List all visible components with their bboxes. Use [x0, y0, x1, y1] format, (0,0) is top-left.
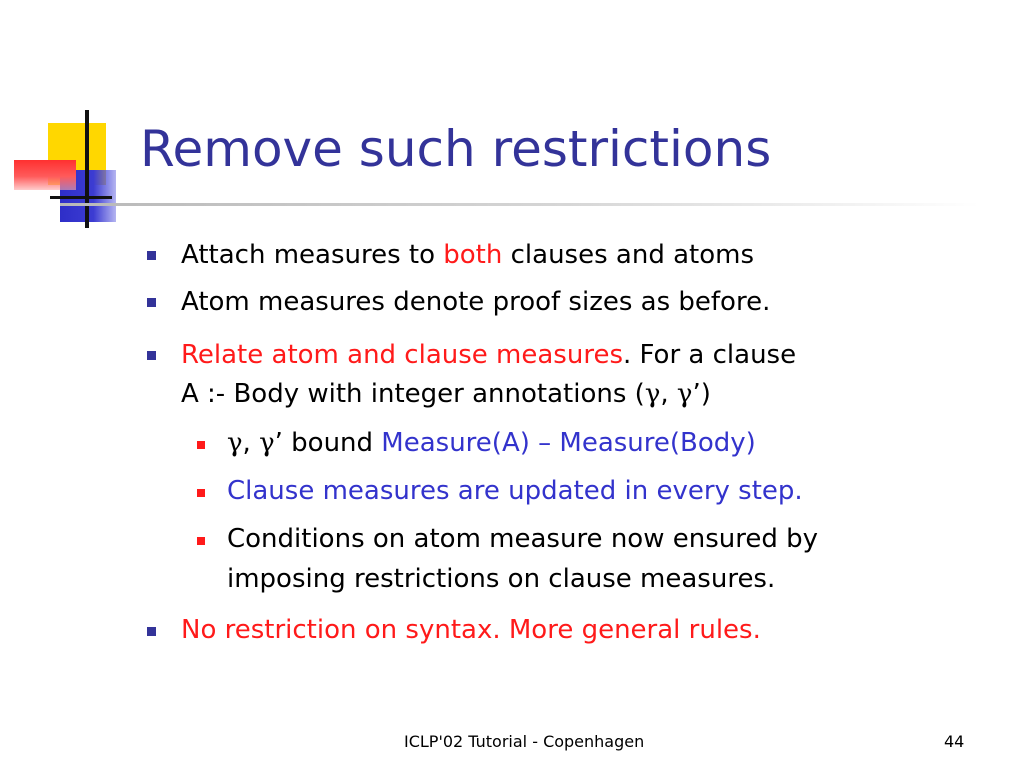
- sub-bullet-item-conditions-line2: imposing restrictions on clause measures.: [227, 564, 776, 594]
- red-square: [14, 160, 76, 190]
- gamma-symbol: γ: [644, 379, 661, 409]
- bullet-text: clauses and atoms: [502, 240, 754, 270]
- page-number: 44: [944, 732, 965, 751]
- sub-bullet-item-clause-measures: Clause measures are updated in every step.: [227, 476, 803, 506]
- bullet-square-icon: [147, 251, 156, 260]
- bullet-text: . For a clause: [623, 340, 797, 370]
- bullet-emphasis: Relate atom and clause measures: [181, 340, 623, 370]
- bullet-item-relate-measures-line2: [181, 375, 711, 414]
- gamma-symbol: γ: [676, 379, 693, 409]
- bullet-emphasis: both: [443, 240, 503, 270]
- sub-bullet-item-bound: [227, 424, 756, 463]
- bullet-text: ’): [692, 379, 711, 409]
- bullet-text: Attach measures to: [181, 240, 444, 270]
- slide-title: Remove such restrictions: [140, 120, 772, 178]
- horizontal-line: [50, 196, 112, 199]
- bullet-text: A :- Body with integer annotations (: [181, 379, 645, 409]
- sub-bullet-square-icon: [197, 537, 205, 545]
- bullet-item-attach-measures: [181, 236, 754, 275]
- bullet-text: ,: [660, 379, 677, 409]
- vertical-line: [85, 110, 89, 228]
- bullet-emphasis: Measure(A) – Measure(Body): [381, 428, 756, 458]
- sub-bullet-item-conditions-line1: Conditions on atom measure now ensured by: [227, 524, 819, 554]
- title-divider: [60, 203, 980, 206]
- bullet-item-no-restriction: No restriction on syntax. More general rules.: [181, 615, 761, 645]
- bullet-square-icon: [147, 298, 156, 307]
- bullet-text: ’ bound: [274, 428, 382, 458]
- sub-bullet-square-icon: [197, 441, 205, 449]
- sub-bullet-square-icon: [197, 489, 205, 497]
- bullet-square-icon: [147, 351, 156, 360]
- bullet-square-icon: [147, 627, 156, 636]
- gamma-symbol: γ: [259, 428, 275, 458]
- bullet-item-atom-measures: Atom measures denote proof sizes as before.: [181, 287, 771, 317]
- gamma-symbol: γ: [227, 428, 243, 458]
- footer-text: ICLP'02 Tutorial - Copenhagen: [404, 732, 645, 751]
- bullet-text: ,: [242, 428, 260, 458]
- bullet-item-relate-measures-line1: [181, 336, 796, 375]
